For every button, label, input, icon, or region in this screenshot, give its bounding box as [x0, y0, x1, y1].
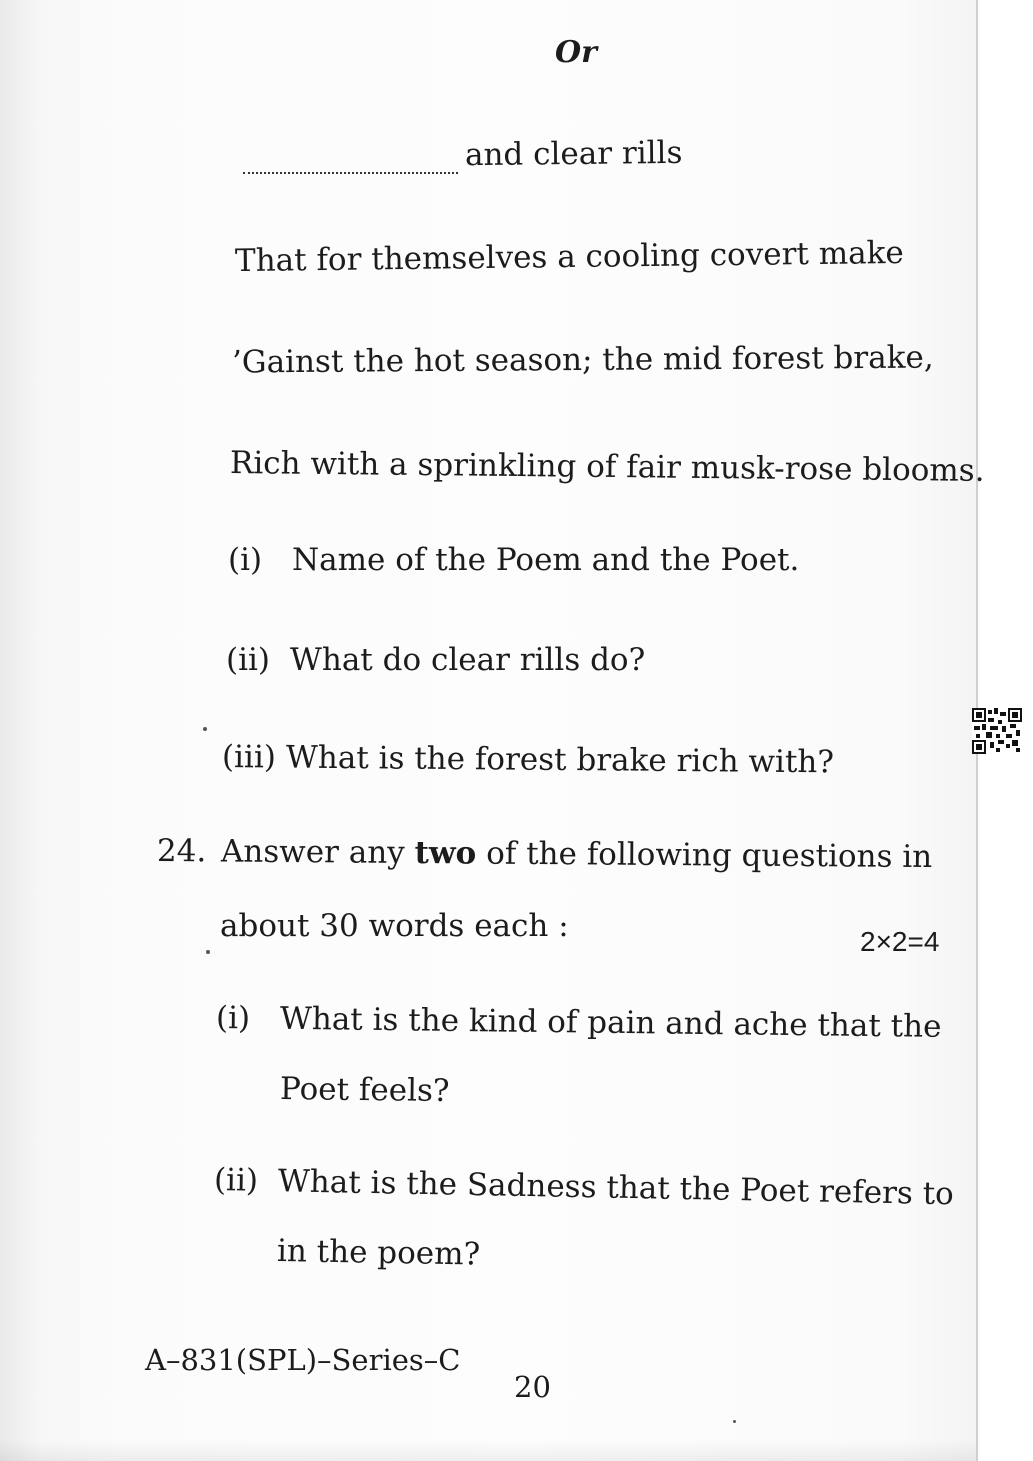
page-bottom-shadow [0, 1440, 976, 1461]
question-24-prompt-line-2: about 30 words each : [220, 908, 569, 944]
question-text: What is the forest brake rich with? [285, 739, 835, 781]
scan-speck [733, 1420, 736, 1423]
question-text: What is the kind of pain and ache that the [279, 1000, 942, 1045]
qr-code-icon [972, 708, 1022, 754]
poem-line-1: and clear rills [464, 134, 683, 174]
blank-dotted-line [243, 172, 458, 174]
question-24-part-i [215, 1000, 942, 1045]
question-text: What do clear rills do? [290, 642, 646, 678]
scan-speck [206, 950, 210, 954]
question-number: 24. [156, 833, 207, 870]
question-24-part-ii-line-2: in the poem? [276, 1233, 481, 1273]
question-number: (iii) [221, 739, 277, 776]
scan-speck [203, 727, 207, 731]
question-23-part-ii [226, 642, 646, 678]
question-text-before: Answer any [220, 833, 415, 872]
question-text: What is the Sadness that the Poet refers to [277, 1163, 955, 1213]
marks-allocation: 2×2=4 [860, 926, 940, 957]
question-number: (ii) [213, 1162, 259, 1199]
poem-line-3: ’Gainst the hot season; the mid forest brake, [231, 339, 934, 381]
footer-page-number: 20 [514, 1370, 551, 1404]
question-23-part-i [228, 542, 800, 578]
question-23-part-iii [221, 739, 835, 781]
question-text: Name of the Poem and the Poet. [292, 542, 800, 578]
question-24-part-i-line-2: Poet feels? [279, 1071, 450, 1110]
footer-paper-code: A–831(SPL)–Series–C [145, 1343, 461, 1377]
question-text-bold: two [414, 835, 477, 872]
question-24-prompt [156, 833, 933, 876]
question-number: (i) [215, 1000, 251, 1037]
question-number: (i) [228, 542, 263, 578]
poem-line-2: That for themselves a cooling covert make [234, 234, 904, 280]
poem-line-4: Rich with a sprinkling of fair musk-rose blooms. [229, 445, 985, 489]
or-heading: Or [555, 35, 597, 70]
question-24-part-ii [213, 1162, 955, 1213]
question-number: (ii) [226, 642, 271, 678]
question-text-after: of the following questions in [476, 835, 933, 876]
